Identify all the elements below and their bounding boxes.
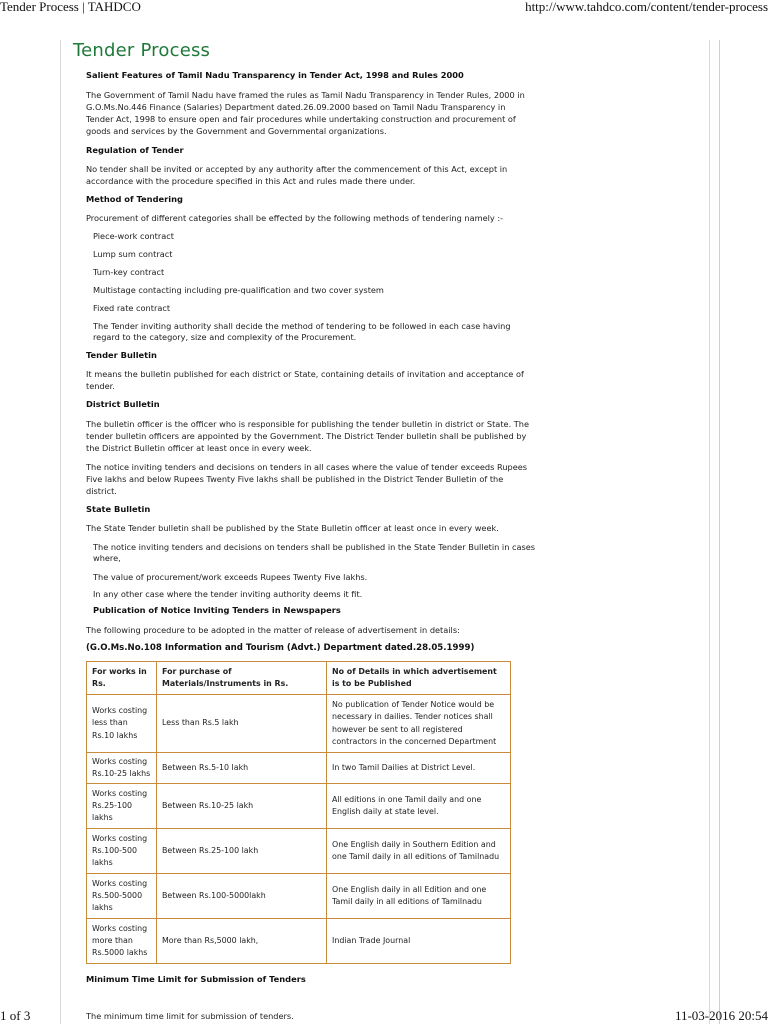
table-row — [87, 919, 511, 964]
method-note-line: regard to the category, size and complexity of the Procurement. — [93, 332, 357, 342]
min-time-line: The minimum time limit for submission of tenders. — [86, 1011, 294, 1021]
district-line: district. — [86, 486, 117, 496]
district-line: The bulletin officer is the officer who is responsible for publishing the tender bulletin in district or State. The — [86, 419, 529, 429]
page-title: Tender Process — [73, 40, 211, 61]
salient-heading: Salient Features of Tamil Nadu Transparency in Tender Act, 1998 and Rules 2000 — [86, 70, 464, 80]
table-cell: Works costing Rs.500-5000 lakhs — [87, 874, 157, 919]
method-intro: Procurement of different categories shall be effected by the following methods of tendering namely :- — [86, 213, 504, 223]
state-heading: State Bulletin — [86, 504, 151, 514]
table-cell: Works costing Rs.100-500 lakhs — [87, 829, 157, 874]
salient-line: The Government of Tamil Nadu have framed the rules as Tamil Nadu Transparency in Tender Rules, 2000 in — [86, 90, 525, 100]
table-cell: One English daily in Southern Edition and one Tamil daily in all editions of Tamilnadu — [327, 829, 511, 874]
print-footer — [0, 1009, 768, 1023]
method-item: Lump sum contract — [93, 249, 173, 259]
table-cell: Works costing more than Rs.5000 lakhs — [87, 919, 157, 964]
table-cell: In two Tamil Dailies at District Level. — [327, 753, 511, 784]
method-item: Multistage contacting including pre-qualification and two cover system — [93, 285, 384, 295]
table-cell: Less than Rs.5 lakh — [157, 695, 327, 753]
method-item: Piece-work contract — [93, 231, 174, 241]
table-cell: No publication of Tender Notice would be necessary in dailies. Tender notices shall however be sent to all registered contractors in the concerned Department — [327, 695, 511, 753]
table-cell: Between Rs.5-10 lakh — [157, 753, 327, 784]
table-cell: Between Rs.100-5000lakh — [157, 874, 327, 919]
table-cell: Between Rs.25-100 lakh — [157, 829, 327, 874]
method-note-line: The Tender inviting authority shall decide the method of tendering to be followed in each case having — [93, 321, 511, 331]
page-rule — [719, 40, 720, 1024]
table-cell: Works costing Rs.25-100 lakhs — [87, 784, 157, 829]
min-time-heading: Minimum Time Limit for Submission of Tenders — [86, 974, 306, 984]
table-row — [87, 874, 511, 919]
district-line: The notice inviting tenders and decisions on tenders in all cases where the value of tender exceeds Rupees — [86, 462, 528, 472]
regulation-line: No tender shall be invited or accepted by any authority after the commencement of this Act, except in — [86, 164, 508, 174]
regulation-line: accordance with the procedure specified in this Act and rules made there under. — [86, 176, 416, 186]
state-item: The notice inviting tenders and decisions on tenders shall be published in the State Tender Bulletin in cases — [93, 542, 536, 552]
table-cell: Works costing less than Rs.10 lakhs — [87, 695, 157, 753]
publication-line: The following procedure to be adopted in the matter of release of advertisement in details: — [86, 625, 460, 635]
table-row — [87, 829, 511, 874]
table-header-row — [87, 662, 511, 695]
table-cell: All editions in one Tamil daily and one English daily at state level. — [327, 784, 511, 829]
go-reference: (G.O.Ms.No.108 Information and Tourism (Advt.) Department dated.28.05.1999) — [86, 643, 475, 653]
print-footer-page: 1 of 3 — [0, 1008, 31, 1023]
table-header-cell: For purchase of Materials/Instruments in Rs. — [157, 662, 327, 695]
print-header — [0, 0, 768, 14]
salient-line: goods and services by the Government and Governmental organizations. — [86, 126, 387, 136]
district-line: the District Bulletin officer at least once in every week. — [86, 443, 312, 453]
method-heading: Method of Tendering — [86, 194, 183, 204]
publication-heading: Publication of Notice Inviting Tenders in Newspapers — [93, 605, 341, 615]
bulletin-heading: Tender Bulletin — [86, 350, 157, 360]
state-line: The State Tender bulletin shall be published by the State Bulletin officer at least once in every week. — [86, 523, 499, 533]
district-heading: District Bulletin — [86, 399, 160, 409]
state-item: where, — [93, 553, 121, 563]
print-header-title: Tender Process | TAHDCO — [0, 0, 141, 14]
table-header-cell: No of Details in which advertisement is to be Published — [327, 662, 511, 695]
regulation-heading: Regulation of Tender — [86, 145, 184, 155]
table-cell: One English daily in all Edition and one Tamil daily in all editions of Tamilnadu — [327, 874, 511, 919]
state-item: In any other case where the tender inviting authority deems it fit. — [93, 589, 363, 599]
print-footer-datetime: 11-03-2016 20:54 — [674, 1008, 768, 1023]
district-line: tender bulletin officers are appointed by the Government. The District Tender bulletin shall be published by — [86, 431, 527, 441]
method-item: Fixed rate contract — [93, 303, 171, 313]
table-row — [87, 753, 511, 784]
table-cell: More than Rs,5000 lakh, — [157, 919, 327, 964]
salient-line: G.O.Ms.No.446 Finance (Salaries) Department dated.26.09.2000 based on Tamil Nadu Transparency in — [86, 102, 506, 112]
table-cell: Between Rs.10-25 lakh — [157, 784, 327, 829]
print-header-url[interactable]: http://www.tahdco.com/content/tender-process — [525, 0, 768, 14]
table-cell: Indian Trade Journal — [327, 919, 511, 964]
table-row — [87, 695, 511, 753]
table-cell: Works costing Rs.10-25 lakhs — [87, 753, 157, 784]
district-line: Five lakhs and below Rupees Twenty Five lakhs shall be published in the District Tender Bulletin of the — [86, 474, 504, 484]
state-item: The value of procurement/work exceeds Rupees Twenty Five lakhs. — [93, 572, 368, 582]
salient-line: Tender Act, 1998 to ensure open and fair procedures while undertaking construction and procurement of — [86, 114, 516, 124]
table-row — [87, 784, 511, 829]
advertisement-table — [86, 661, 511, 964]
bulletin-line: tender. — [86, 381, 115, 391]
bulletin-line: It means the bulletin published for each district or State, containing details of invitation and acceptance of — [86, 369, 524, 379]
table-header-cell: For works in Rs. — [87, 662, 157, 695]
method-item: Turn-key contract — [93, 267, 165, 277]
